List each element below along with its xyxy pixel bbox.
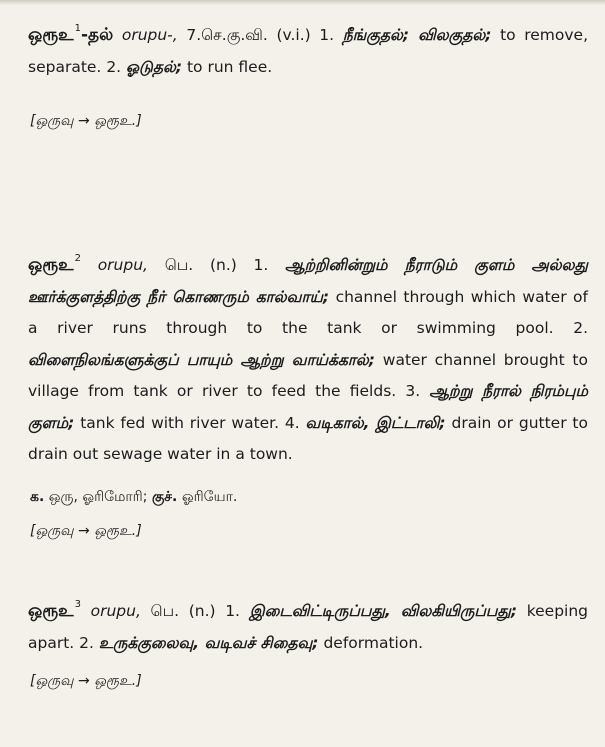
sense-number: 4. [284, 413, 300, 432]
sense-tamil: நீங்குதல்; விலகுதல்; [342, 26, 492, 45]
etymology: [ஒருவு → ஒரூஉ.] [30, 113, 142, 130]
sense-english: tank fed with river water. [80, 413, 280, 432]
entry-1-body [28, 16, 588, 83]
etymology: [ஒருவு → ஒரூஉ.] [30, 522, 142, 539]
entry-3-body [28, 592, 588, 659]
sense-tamil: உருக்குலைவு, வடிவச் சிதைவு; [98, 633, 319, 652]
sense-tamil: ஆற்றினின்றும் நீராடும் குளம் அல்லது ஊர்க்குளத்திற்கு நீர் கொணரும் கால்வாய்; [28, 256, 588, 306]
sense-english: deformation. [323, 633, 424, 652]
cognate-language-abbr: க. [30, 488, 45, 505]
entry-1 [28, 16, 588, 133]
sense-tamil: ஓடுதல்; [126, 57, 183, 76]
homograph-number: 1 [74, 23, 81, 34]
sense-number: 2. [573, 319, 589, 338]
etymology: [ஒருவு → ஒரூஉ.] [30, 673, 142, 690]
cognate-language-abbr: குச். [151, 488, 178, 505]
cognates [30, 485, 588, 509]
cognate-words: ஓரியோ. [181, 488, 238, 505]
sense-number: 2. [79, 633, 94, 652]
sense-english: to remove, separate. [28, 26, 589, 76]
headword: ஒரூஉ [28, 601, 74, 622]
sense-tamil: இடைவிட்டிருப்பது, விலகியிருப்பது; [249, 602, 518, 621]
sense-english: to run flee. [186, 57, 273, 76]
sense-english: water channel brought to village from tank or river to feed the fields. [28, 350, 588, 401]
entry-2-body [28, 246, 588, 471]
sense-english: keeping apart. [28, 602, 589, 652]
headword-suffix: -தல் [80, 25, 114, 46]
headword: ஒரூஉ [28, 25, 74, 46]
sense-number: 1. [225, 602, 240, 621]
sense-english: drain or gutter to drain out sewage water in a town. [28, 413, 588, 464]
sense-number: 1. [319, 26, 335, 45]
transliteration: orupu-, [121, 26, 178, 45]
part-of-speech: பெ. (n.) [164, 256, 237, 275]
part-of-speech: 7.செ.கு.வி. (v.i.) [186, 26, 311, 45]
entry-2 [28, 246, 588, 543]
entry-3 [28, 592, 588, 693]
headword: ஒரூஉ [28, 255, 74, 276]
transliteration: orupu, [97, 256, 148, 275]
transliteration: orupu, [90, 602, 141, 621]
homograph-number: 2 [74, 253, 81, 264]
sense-tamil: ஆற்று நீரால் நிரம்பும் குளம்; [28, 382, 588, 432]
homograph-number: 3 [74, 599, 81, 610]
sense-english: channel through which water of a river runs through to the tank or swimming pool. [28, 287, 588, 338]
sense-number: 1. [253, 256, 269, 275]
sense-tamil: வடிகால், இட்டாலி; [305, 413, 446, 432]
page-top-edge [0, 0, 605, 5]
cognate-words: ஒரு, ஓரிமோரி; [48, 488, 148, 505]
sense-number: 2. [106, 57, 122, 76]
sense-tamil: விளைநிலங்களுக்குப் பாயும் ஆற்று வாய்க்கால்; [28, 350, 375, 369]
part-of-speech: பெ. (n.) [150, 602, 216, 621]
sense-number: 3. [405, 382, 421, 401]
